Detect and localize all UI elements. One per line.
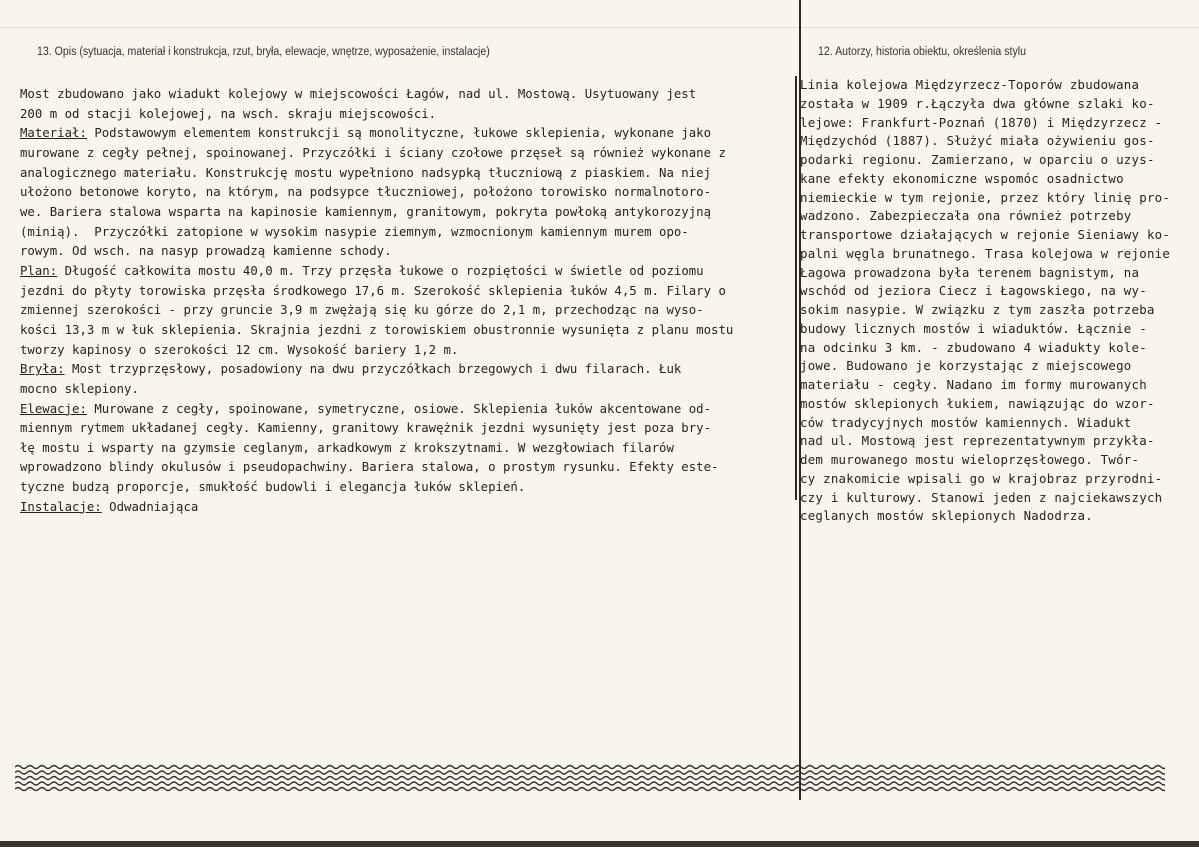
text-line: [20, 359, 775, 379]
scan-edge: [0, 841, 1199, 847]
right-column-border: [795, 76, 797, 500]
text-line: wadzono. Zabezpieczała ona również potrzeby: [800, 208, 1132, 224]
text-line: [20, 222, 775, 242]
wave-line: [15, 782, 1165, 785]
line-text: (minią). Przyczółki zatopione w wysokim nasypie ziemnym, wzmocnionym kamiennym murem opo-: [20, 223, 689, 239]
text-line: [20, 340, 775, 360]
section-label: Materiał:: [20, 125, 87, 141]
line-text: 200 m od stacji kolejowej, na wsch. skraju miejscowości.: [20, 105, 437, 121]
wave-line: [15, 766, 1165, 769]
text-line: sokim nasypie. W związku z tym zaszła potrzeba: [800, 302, 1155, 317]
wavy-decorative-band: [15, 763, 1165, 793]
section-13-header: 13. Opis (sytuacja, materiał i konstrukcja, rzut, bryła, elewacje, wnętrze, wyposażenie, instalacje): [37, 46, 490, 58]
text-line: [20, 438, 775, 458]
wave-line: [15, 788, 1165, 791]
description-text: [20, 84, 775, 516]
text-line: [20, 281, 775, 301]
history-text: [800, 76, 1180, 526]
text-line: palni węgla brunatnego. Trasa kolejowa w rejonie: [800, 245, 1171, 261]
text-line: [20, 300, 775, 320]
text-line: [20, 399, 775, 419]
line-text: Podstawowym elementem konstrukcji są monolityczne, łukowe sklepienia, wykonane jako: [86, 125, 712, 141]
wave-line: [15, 777, 1165, 780]
text-line: podarki regionu. Zamierzano, w oparciu o uzys-: [800, 152, 1155, 167]
text-line: została w 1909 r.Łączyła dwa główne szlaki ko-: [800, 95, 1155, 111]
text-line: [20, 123, 775, 143]
top-rule: [0, 27, 1199, 28]
section-label: Plan:: [20, 262, 58, 278]
text-line: [20, 418, 775, 438]
text-line: [20, 379, 775, 399]
text-line: cy znakomicie wpisali go w krajobraz przyrodni-: [800, 470, 1163, 486]
text-line: [20, 497, 775, 517]
line-text: Most trzyprzęsłowy, posadowiony na dwu przyczółkach brzegowych i dwu filarach. Łuk: [64, 361, 682, 377]
line-text: Odwadniająca: [101, 498, 199, 514]
line-text: murowane z cegły pełnej, spoinowanej. Przyczółki i ściany czołowe przęseł są również wykonane z: [20, 144, 726, 160]
line-text: analogicznego materiału. Konstrukcję mostu wypełniono nadsypką tłuczniową z piaskiem. Na niej: [20, 164, 712, 180]
line-text: miennym rytmem układanej cegły. Kamienny, granitowy krawężnik jezdni wysunięty jest poza bry-: [20, 420, 712, 436]
section-label: Elewacje:: [20, 400, 87, 416]
text-line: [20, 163, 775, 183]
text-line: [20, 84, 775, 104]
text-line: [20, 241, 775, 261]
text-line: [20, 143, 775, 163]
text-line: nad ul. Mostową jest reprezentatywnym przykła-: [800, 433, 1155, 449]
line-text: tworzy kapinosy o szerokości 12 cm. Wysokość bariery 1,2 m.: [20, 341, 459, 357]
line-text: Most zbudowano jako wiadukt kolejowy w miejscowości Łagów, nad ul. Mostową. Usytuowany jest: [20, 86, 697, 101]
text-line: [20, 477, 775, 497]
text-line: na odcinku 3 km. - zbudowano 4 wiadukty kole-: [800, 339, 1147, 355]
section-12-header: 12. Autorzy, historia obiektu, określenia stylu: [818, 46, 1026, 58]
line-text: kości 13,3 m w łuk sklepienia. Skrajnia jezdni z torowiskiem obustronnie wysunięta z planu mostu: [20, 321, 734, 337]
line-text: jezdni do płyty torowiska przęsła środkowego 17,6 m. Szerokość sklepienia łuków 4,5 m. Filary o: [20, 282, 726, 298]
text-line: [20, 320, 775, 340]
line-text: wprowadzono blindy okulusów i pseudopachwiny. Bariera stalowa, o prostym rysunku. Efekty este-: [20, 459, 719, 475]
text-line: [20, 261, 775, 281]
text-line: czy i kulturowy. Stanowi jeden z najciekawszych: [800, 489, 1163, 505]
line-text: zmiennej szerokości - przy gruncie 3,9 m zwężają się ku górze do 2,1 m, przechodząc na wyso-: [20, 302, 704, 318]
text-line: jowe. Budowano je korzystając z miejscowego: [800, 358, 1132, 374]
text-line: [20, 182, 775, 202]
text-line: budowy licznych mostów i wiaduktów. Łącznie -: [800, 320, 1147, 336]
text-line: ców tradycyjnych mostów kamiennych. Wiadukt: [800, 414, 1132, 430]
text-line: ceglanych mostów sklepionych Nadodrza.: [800, 508, 1093, 524]
line-text: tyczne budzą proporcje, smukłość budowli i elegancja łuków sklepień.: [20, 479, 526, 495]
line-text: we. Bariera stalowa wsparta na kapinosie kamiennym, granitowym, pokryta powłoką antykorozyjną: [20, 203, 712, 219]
section-label: Bryła:: [20, 361, 65, 377]
text-line: transportowe działających w rejonie Sieniawy ko-: [800, 227, 1171, 242]
line-text: ułożono betonowe koryto, na którym, na podsypce tłuczniowej, położono torowisko normalnotoro-: [20, 184, 712, 200]
text-line: [20, 202, 775, 222]
text-line: Łagowa prowadzona była terenem bagnistym, na: [800, 264, 1140, 280]
text-line: lejowe: Frankfurt-Poznań (1870) i Międzyrzecz -: [800, 114, 1163, 130]
text-line: Międzychód (1887). Służyć miała ożywieniu gos-: [800, 133, 1155, 149]
text-line: [20, 457, 775, 477]
wave-line: [15, 771, 1165, 774]
line-text: łę mostu i wsparty na gzymsie ceglanym, arkadkowym z krokszytnami. W wezgłowiach filarów: [20, 439, 674, 455]
line-text: mocno sklepiony.: [20, 380, 139, 396]
text-line: wschód od jeziora Ciecz i Łagowskiego, na wy-: [800, 283, 1147, 299]
text-line: Linia kolejowa Międzyrzecz-Toporów zbudowana: [800, 77, 1140, 92]
text-line: niemieckie w tym rejonie, przez który linię pro-: [800, 189, 1171, 205]
text-line: dem murowanego mostu wieloprzęsłowego. Twór-: [800, 452, 1140, 467]
text-line: kane efekty ekonomiczne wspomóc osadnictwo: [800, 170, 1124, 186]
text-line: [20, 104, 775, 124]
line-text: Murowane z cegły, spoinowane, symetryczne, osiowe. Sklepienia łuków akcentowane od-: [86, 400, 712, 416]
text-line: materiału - cegły. Nadano im formy murowanych: [800, 377, 1147, 392]
line-text: Długość całkowita mostu 40,0 m. Trzy przęsła łukowe o rozpiętości w świetle od poziomu: [57, 262, 704, 278]
section-label: Instalacje:: [20, 498, 102, 514]
line-text: rowym. Od wsch. na nasyp prowadzą kamienne schody.: [20, 243, 392, 259]
text-line: mostów sklepionych łukiem, nawiązując do wzor-: [800, 395, 1155, 411]
